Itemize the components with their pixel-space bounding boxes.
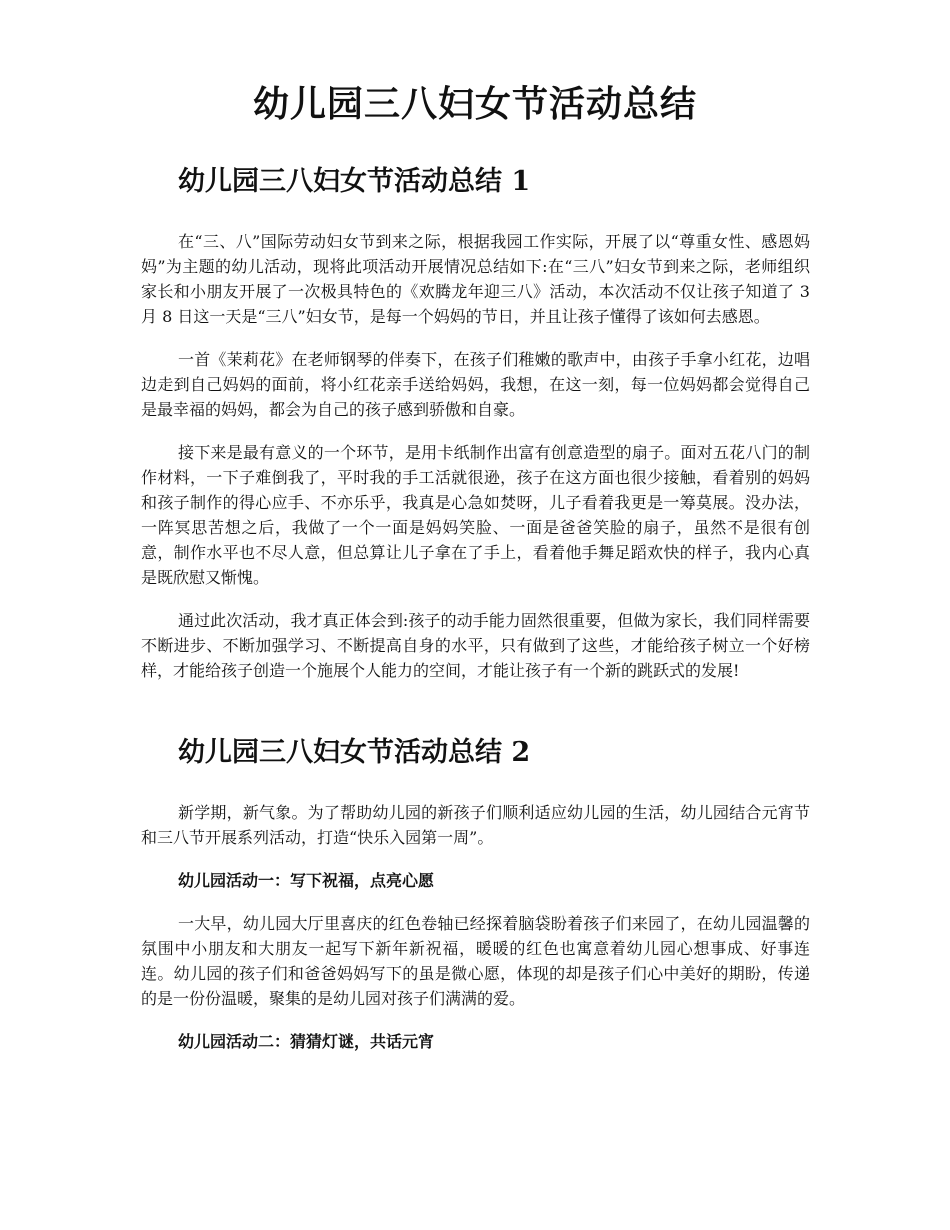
activity-2-title: 幼儿园活动二：猜猜灯谜，共话元宵 [178, 1032, 435, 1051]
activity-1-title: 幼儿园活动一：写下祝福，点亮心愿 [178, 871, 435, 890]
section-1-body [141, 229, 810, 701]
section-1-paragraph-3: 接下来是最有意义的一个环节，是用卡纸制作出富有创意造型的扇子。面对五花八门的制作材料，一下子难倒我了，平时我的手工活就很逊，孩子在这方面也很少接触，看着别的妈妈和孩子制作的得心应手、不亦乐乎，我真是心急如焚呀，儿子看着我更是一筹莫展。没办法，一阵冥思苦想之后，我做了一个一面是妈妈笑脸、一面是爸爸笑脸的扇子，虽然不是很有创意，制作水平也不尽人意，但总算让儿子拿在了手上，看着他手舞足蹈欢快的样子，我内心真是既欣慰又惭愧。 [141, 443, 810, 587]
section-2-body [141, 800, 810, 1072]
section-1-paragraph-2: 一首《茉莉花》在老师钢琴的伴奏下，在孩子们稚嫩的歌声中，由孩子手拿小红花，边唱边走到自己妈妈的面前，将小红花亲手送给妈妈，我想，在这一刻，每一位妈妈都会觉得自己是最幸福的妈妈，都会为自己的孩子感到骄傲和自豪。 [141, 350, 810, 419]
section-1-paragraph-4: 通过此次活动，我才真正体会到:孩子的动手能力固然很重要，但做为家长，我们同样需要不断进步、不断加强学习、不断提高自身的水平，只有做到了这些，才能给孩子树立一个好榜样，才能给孩子创造一个施展个人能力的空间，才能让孩子有一个新的跳跃式的发展! [141, 611, 810, 680]
section-2-intro: 新学期，新气象。为了帮助幼儿园的新孩子们顺利适应幼儿园的生活，幼儿园结合元宵节和三八节开展系列活动，打造“快乐入园第一周”。 [141, 803, 810, 847]
activity-1-paragraph: 一大早，幼儿园大厅里喜庆的红色卷轴已经探着脑袋盼着孩子们来园了，在幼儿园温馨的氛围中小朋友和大朋友一起写下新年新祝福，暖暖的红色也寓意着幼儿园心想事成、好事连连。幼儿园的孩子们和爸爸妈妈写下的虽是微心愿，体现的却是孩子们心中美好的期盼，传递的是一份份温暖，聚集的是幼儿园对孩子们满满的爱。 [141, 914, 810, 1008]
section-1-heading: 幼儿园三八妇女节活动总结 1 [178, 166, 531, 197]
section-2-heading: 幼儿园三八妇女节活动总结 2 [178, 737, 531, 768]
section-1-paragraph-1: 在“三、八”国际劳动妇女节到来之际，根据我园工作实际，开展了以“尊重女性、感恩妈妈”为主题的幼儿活动，现将此项活动开展情况总结如下:在“三八”妇女节到来之际，老师组织家长和小朋友开展了一次极具特色的《欢腾龙年迎三八》活动，本次活动不仅让孩子知道了 3 月 8 日这一天是“三八”妇女节，是每一个妈妈的节日，并且让孩子懂得了该如何去感恩。 [141, 232, 810, 326]
document-title: 幼儿园三八妇女节活动总结 [252, 83, 697, 125]
